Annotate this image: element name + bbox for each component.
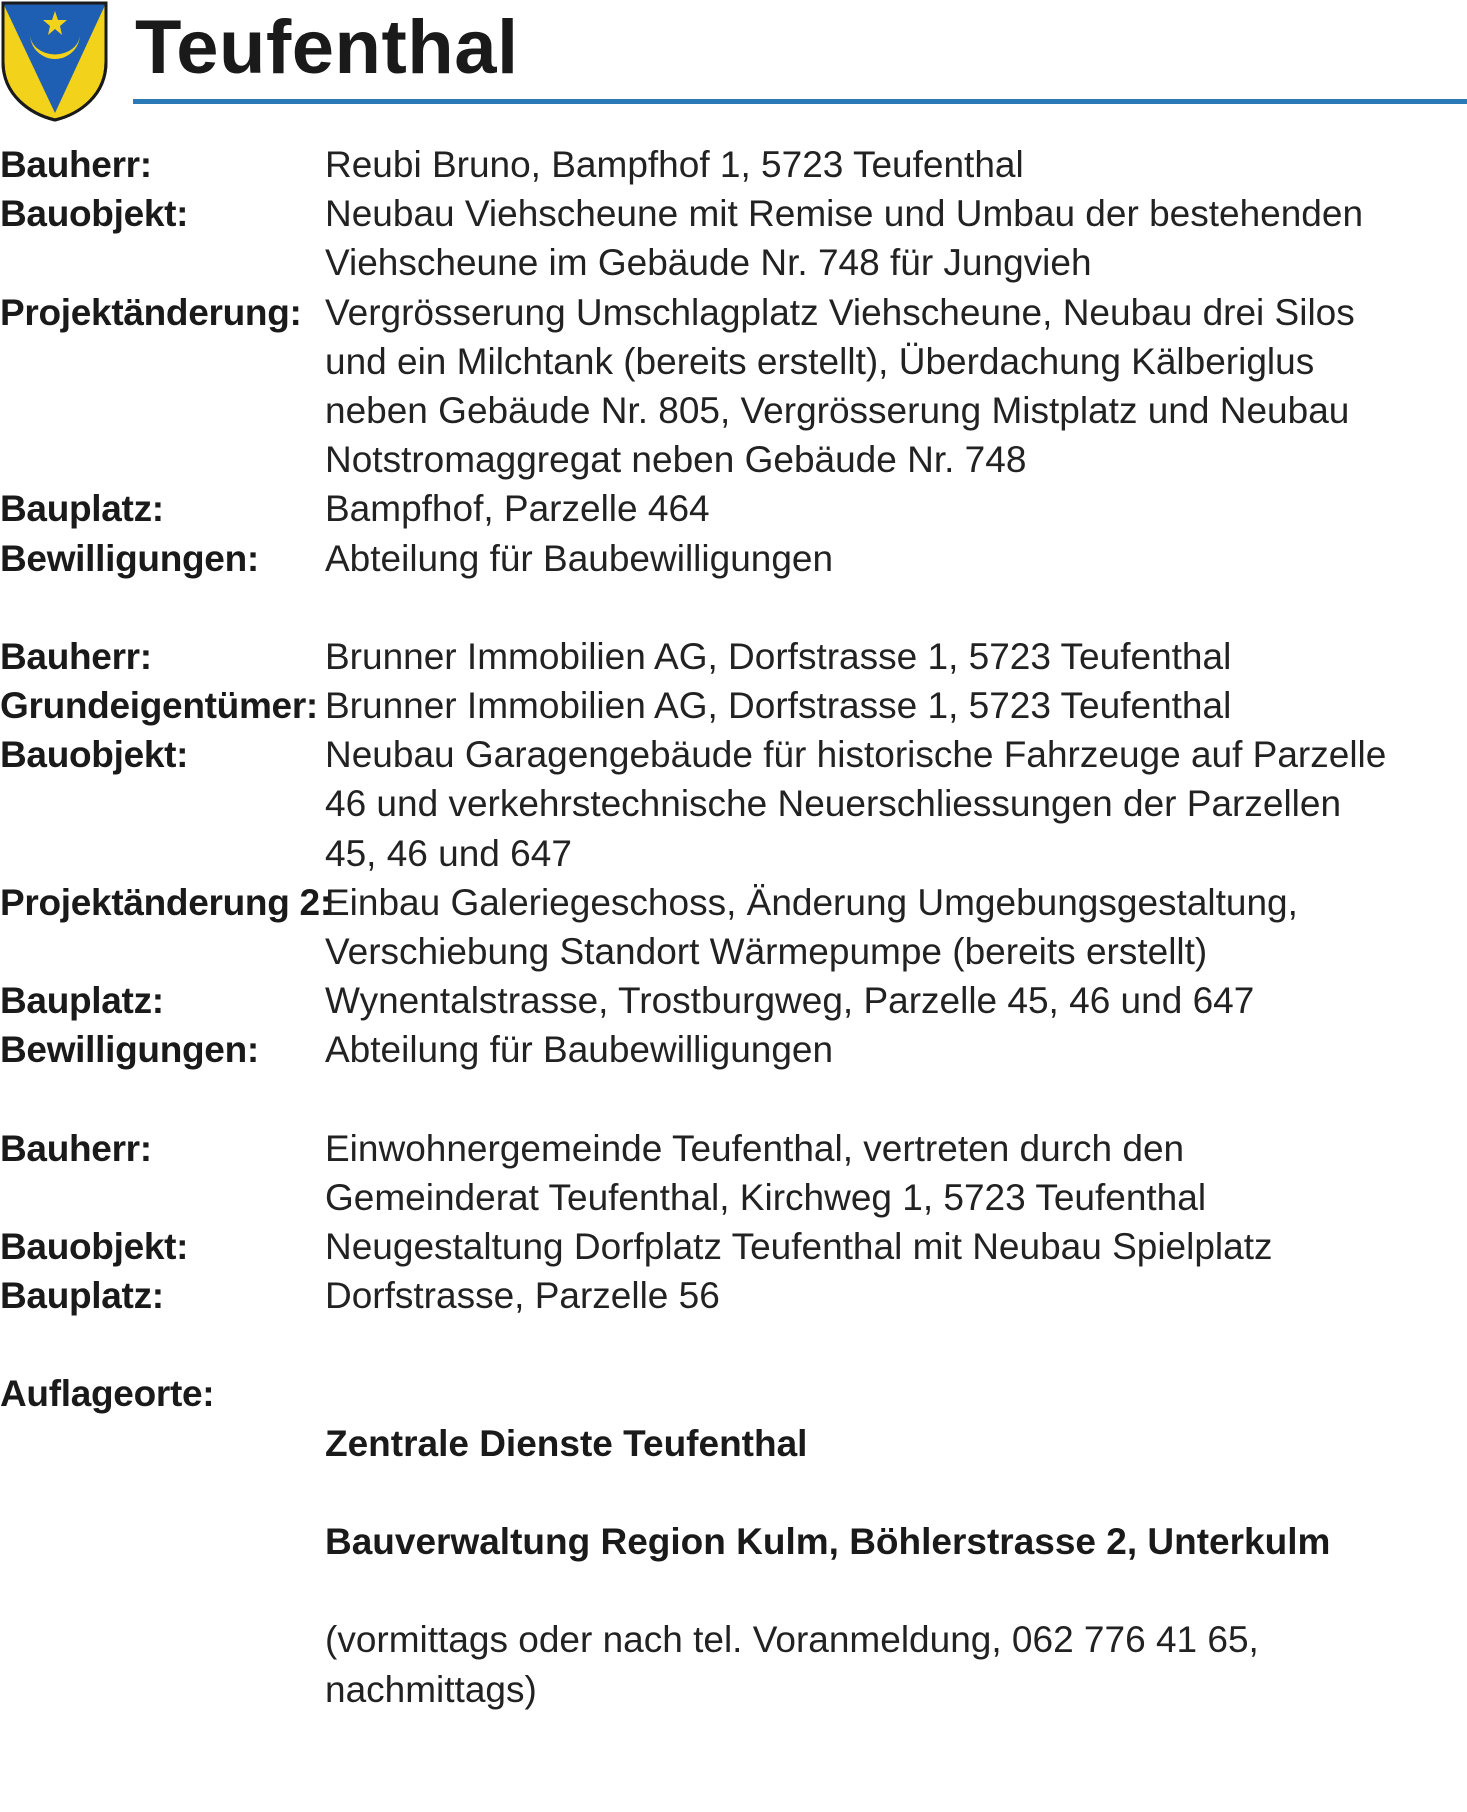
entry-value: Reubi Bruno, Bampfhof 1, 5723 Teufenthal <box>325 144 1024 185</box>
entry-value: Neugestaltung Dorfplatz Teufenthal mit Neubau Spielplatz <box>325 1226 1273 1268</box>
entry-value: Brunner Immobilien AG, Dorfstrasse 1, 5723 Teufenthal <box>325 635 1232 677</box>
permit-block-1 <box>0 140 1467 583</box>
entry-value: Neubau Viehscheune mit Remise und Umbau der bestehenden Viehscheune im Gebäude Nr. 748 für Jungvieh <box>325 193 1364 284</box>
entry-label: Bauobjekt: <box>0 1226 189 1268</box>
entry-label: Bewilligungen: <box>0 537 259 579</box>
entry-value: Neubau Garagengebäude für historische Fahrzeuge auf Parzelle 46 und verkehrstechnische Neuerschliessungen der Parzellen 45, 46 und 647 <box>325 734 1387 874</box>
entry-value: Vergrösserung Umschlagplatz Viehscheune, Neubau drei Silos und ein Milchtank (bereits erstellt), Überdachung Kälberiglus neben Gebäude Nr. 805, Vergrösserung Mistplatz und Neubau Notstromaggregat neben Gebäude Nr. 748 <box>325 291 1355 481</box>
entry-row <box>0 189 1467 287</box>
entry-row <box>0 1025 1467 1074</box>
permit-block-3 <box>0 1124 1467 1321</box>
auflage-value <box>325 1369 1467 1763</box>
entry-label: Bauplatz: <box>0 980 164 1022</box>
permit-block-2 <box>0 632 1467 1075</box>
entry-row <box>0 1222 1467 1271</box>
auflage-location-1: Zentrale Dienste Teufenthal <box>325 1422 808 1464</box>
entry-row <box>0 1271 1467 1320</box>
coat-of-arms-icon <box>0 0 110 122</box>
entry-row <box>0 730 1467 878</box>
entry-label: Bauherr: <box>0 1127 152 1169</box>
entry-row <box>0 976 1467 1025</box>
title-divider <box>133 99 1467 104</box>
entry-value: Abteilung für Baubewilligungen <box>325 537 834 579</box>
entry-label: Bauplatz: <box>0 1275 164 1317</box>
entry-label: Bauobjekt: <box>0 734 189 776</box>
entry-row <box>0 534 1467 583</box>
entry-label: Bauplatz: <box>0 488 164 530</box>
entry-row <box>0 288 1467 485</box>
entry-value: Abteilung für Baubewilligungen <box>325 1029 834 1071</box>
entry-value: Dorfstrasse, Parzelle 56 <box>325 1275 720 1317</box>
entry-row <box>0 681 1467 730</box>
entry-label: Bauherr: <box>0 144 152 185</box>
page-header <box>0 0 1467 125</box>
auflage-block <box>0 1369 1467 1763</box>
entry-value: Brunner Immobilien AG, Dorfstrasse 1, 5723 Teufenthal <box>325 685 1232 727</box>
entry-row <box>0 484 1467 533</box>
entry-row <box>0 1124 1467 1222</box>
entry-label: Grundeigentümer: <box>0 685 318 727</box>
entry-value: Bampfhof, Parzelle 464 <box>325 488 710 530</box>
publication-content <box>0 140 1467 1812</box>
auflage-label: Auflageorte: <box>0 1373 215 1415</box>
auflage-hours-note: (vormittags oder nach tel. Voranmeldung, 062 776 41 65, nachmittags) <box>325 1619 1259 1710</box>
auflage-row <box>0 1369 1467 1763</box>
entry-label: Bauherr: <box>0 635 152 677</box>
entry-value: Wynentalstrasse, Trostburgweg, Parzelle 45, 46 und 647 <box>325 980 1255 1022</box>
entry-value: Einwohnergemeinde Teufenthal, vertreten durch den Gemeinderat Teufenthal, Kirchweg 1, 5723 Teufenthal <box>325 1127 1207 1218</box>
entry-label: Projektänderung: <box>0 291 302 333</box>
entry-row <box>0 878 1467 976</box>
page-title: Teufenthal <box>135 5 519 90</box>
entry-value: Einbau Galeriegeschoss, Änderung Umgebungsgestaltung, Verschiebung Standort Wärmepumpe (bereits erstellt) <box>325 881 1298 973</box>
entry-row <box>0 632 1467 681</box>
auflage-location-2: Bauverwaltung Region Kulm, Böhlerstrasse 2, Unterkulm <box>325 1521 1331 1563</box>
entry-label: Bewilligungen: <box>0 1029 259 1071</box>
entry-label: Bauobjekt: <box>0 193 189 235</box>
entry-row <box>0 140 1467 189</box>
entry-label: Projektänderung 2: <box>0 881 332 923</box>
